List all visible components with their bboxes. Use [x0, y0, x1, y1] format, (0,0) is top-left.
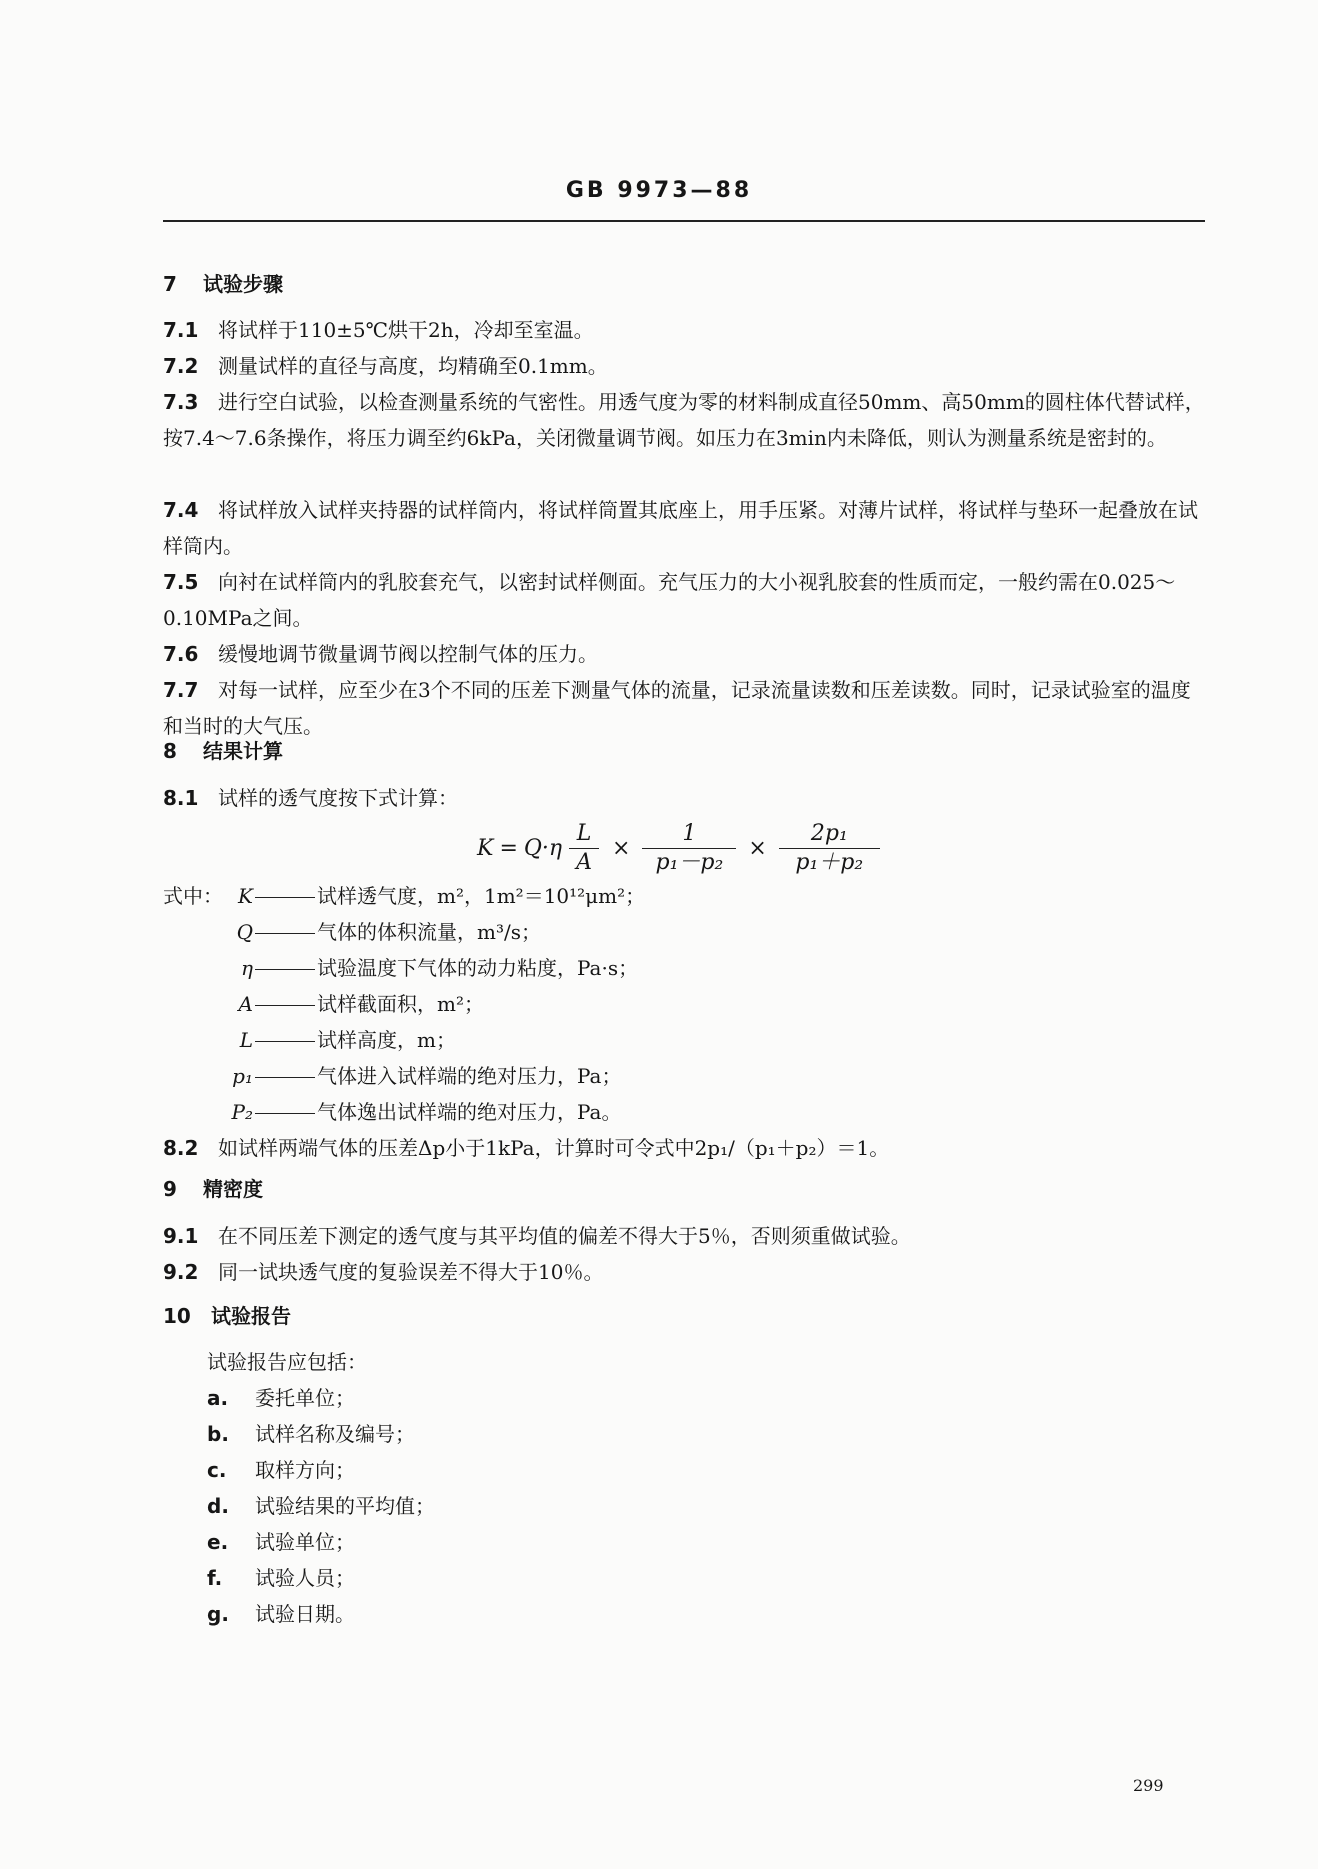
em-dash [255, 1077, 315, 1078]
clause-text: 试样的透气度按下式计算： [218, 786, 458, 810]
clause-number: 9.1 [163, 1224, 199, 1248]
clause-text: 进行空白试验，以检查测量系统的气密性。用透气度为零的材料制成直径50mm、高50mm的圆柱体代替试样，按7.4～7.6条操作，将压力调至约6kPa，关闭微量调节阀。如压力在3min内未降低，则认为测量系统是密封的。 [163, 390, 1205, 450]
where-label: 式中： [163, 884, 223, 908]
clause-number: 7.6 [163, 642, 199, 666]
fraction-numerator: L [569, 820, 600, 849]
list-label: e. [207, 1530, 229, 1554]
definition-text: 气体逸出试样端的绝对压力，Pa。 [317, 1100, 622, 1124]
fraction-denominator: p₁＋p₂ [795, 849, 864, 875]
definition-text: 试样截面积，m²； [317, 992, 484, 1016]
report-item-a [207, 1380, 355, 1416]
list-text: 取样方向； [255, 1458, 355, 1482]
clause-9-2 [163, 1254, 1208, 1290]
definition-text: 试样透气度，m²，1m²＝10¹²μm²； [317, 884, 646, 908]
clause-8-2 [163, 1130, 1208, 1166]
symbol: K [238, 884, 253, 908]
section-number: 10 [163, 1304, 191, 1328]
report-item-c [207, 1452, 355, 1488]
clause-text: 对每一试样，应至少在3个不同的压差下测量气体的流量，记录流量读数和压差读数。同时，记录试验室的温度和当时的大气压。 [163, 678, 1191, 738]
clause-7-3 [163, 384, 1208, 456]
clause-7-7 [163, 672, 1208, 744]
section-10-heading [163, 1300, 291, 1329]
header-rule [163, 220, 1205, 222]
clause-text: 在不同压差下测定的透气度与其平均值的偏差不得大于5％，否则须重做试验。 [218, 1224, 911, 1248]
symbol: η [241, 956, 253, 980]
list-label: d. [207, 1494, 229, 1518]
em-dash [255, 897, 315, 898]
section-title: 试验步骤 [203, 272, 283, 296]
section-title: 精密度 [203, 1177, 263, 1201]
list-text: 试样名称及编号； [255, 1422, 415, 1446]
clause-text: 缓慢地调节微量调节阀以控制气体的压力。 [218, 642, 598, 666]
fraction-one-over-pressure-diff [642, 820, 736, 877]
definition-a [225, 986, 484, 1022]
clause-number: 7.4 [163, 498, 199, 522]
symbol: P₂ [231, 1100, 253, 1124]
section-9-heading [163, 1173, 263, 1202]
page-number: 299 [1133, 1776, 1164, 1795]
clause-7-4 [163, 492, 1208, 564]
definition-eta [225, 950, 638, 986]
clause-number: 7.1 [163, 318, 199, 342]
clause-text: 同一试块透气度的复验误差不得大于10％。 [218, 1260, 604, 1284]
definition-l [225, 1022, 456, 1058]
clause-text: 向衬在试样筒内的乳胶套充气，以密封试样侧面。充气压力的大小视乳胶套的性质而定，一般约需在0.025～0.10MPa之间。 [163, 570, 1176, 630]
report-intro: 试验报告应包括： [207, 1350, 367, 1374]
definition-text: 试样高度，m； [317, 1028, 456, 1052]
em-dash [255, 1113, 315, 1114]
em-dash [255, 933, 315, 934]
formula-times: × [611, 835, 631, 861]
report-item-g [207, 1596, 355, 1632]
permeability-formula [477, 818, 886, 878]
section-8-heading [163, 735, 283, 764]
clause-number: 9.2 [163, 1260, 199, 1284]
list-label: f. [207, 1566, 223, 1590]
clause-number: 7.2 [163, 354, 199, 378]
fraction-l-over-a [568, 820, 600, 877]
definition-k [225, 878, 645, 914]
symbol: Q [236, 920, 253, 944]
list-label: a. [207, 1386, 229, 1410]
section-number: 7 [163, 272, 177, 296]
clause-9-1 [163, 1218, 1208, 1254]
document-code-header: GB 9973—88 [565, 178, 753, 203]
symbol: p₁ [232, 1064, 253, 1088]
symbol: L [239, 1028, 253, 1052]
report-item-d [207, 1488, 435, 1524]
clause-number: 7.3 [163, 390, 199, 414]
formula-q-eta: Q·η [523, 835, 563, 861]
section-title: 试验报告 [211, 1304, 291, 1328]
fraction-denominator: p₁－p₂ [655, 849, 724, 875]
clause-text: 测量试样的直径与高度，均精确至0.1mm。 [218, 354, 608, 378]
definition-text: 气体的体积流量，m³/s； [317, 920, 541, 944]
fraction-numerator: 2p₁ [779, 820, 880, 849]
formula-equals: = [499, 835, 518, 861]
list-label: b. [207, 1422, 229, 1446]
symbol: A [238, 992, 253, 1016]
formula-times: × [748, 835, 767, 861]
formula-lhs: K [477, 835, 494, 861]
definition-p1 [225, 1058, 621, 1094]
list-text: 试验单位； [255, 1530, 355, 1554]
definition-text: 气体进入试样端的绝对压力，Pa； [317, 1064, 622, 1088]
clause-7-5 [163, 564, 1208, 636]
section-number: 8 [163, 739, 177, 763]
clause-7-2 [163, 348, 1208, 384]
clause-text: 将试样于110±5℃烘干2h，冷却至室温。 [218, 318, 594, 342]
definition-q [225, 914, 541, 950]
list-label: c. [207, 1458, 227, 1482]
clause-text: 如试样两端气体的压差Δp小于1kPa，计算时可令式中2p₁/（p₁＋p₂）＝1。 [218, 1136, 890, 1160]
list-text: 试验结果的平均值； [255, 1494, 435, 1518]
list-text: 试验日期。 [255, 1602, 355, 1626]
report-item-e [207, 1524, 355, 1560]
clause-7-6 [163, 636, 1208, 672]
list-text: 试验人员； [255, 1566, 355, 1590]
fraction-pressure-ratio [779, 820, 880, 877]
clause-number: 8.1 [163, 786, 199, 810]
clause-text: 将试样放入试样夹持器的试样筒内，将试样筒置其底座上，用手压紧。对薄片试样，将试样与垫环一起叠放在试样筒内。 [163, 498, 1198, 558]
em-dash [255, 969, 315, 970]
fraction-numerator: 1 [642, 820, 736, 849]
report-item-f [207, 1560, 355, 1596]
section-7-heading [163, 268, 283, 297]
list-text: 委托单位； [255, 1386, 355, 1410]
clause-8-1 [163, 780, 1208, 816]
clause-number: 7.7 [163, 678, 199, 702]
definition-text: 试验温度下气体的动力粘度，Pa·s； [317, 956, 639, 980]
definition-p2 [225, 1094, 621, 1130]
report-item-b [207, 1416, 415, 1452]
clause-number: 7.5 [163, 570, 199, 594]
section-title: 结果计算 [203, 739, 283, 763]
em-dash [255, 1041, 315, 1042]
clause-number: 8.2 [163, 1136, 199, 1160]
fraction-denominator: A [576, 849, 592, 875]
clause-7-1 [163, 312, 1208, 348]
list-label: g. [207, 1602, 229, 1626]
em-dash [255, 1005, 315, 1006]
section-number: 9 [163, 1177, 177, 1201]
